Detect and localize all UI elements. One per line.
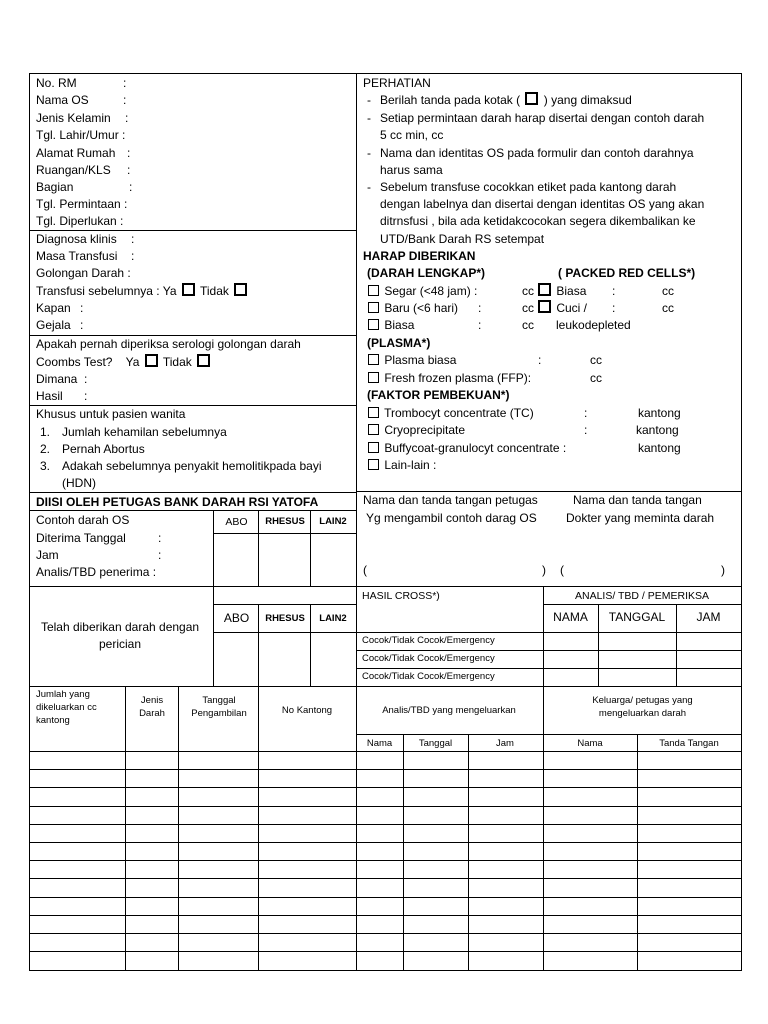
darah-lengkap-title: (DARAH LENGKAP*) <box>367 266 485 280</box>
cross-nama-header: NAMA <box>553 610 588 624</box>
checkbox-transfusi-ya[interactable] <box>182 283 195 296</box>
unit-cc: cc <box>662 301 674 315</box>
unit-cc: cc <box>590 371 602 385</box>
perhatian-item-4d: UTD/Bank Darah RS setempat <box>380 232 545 246</box>
faktor-title: (FAKTOR PEMBEKUAN*) <box>367 388 510 402</box>
label-tgl-lahir: Tgl. Lahir/Umur : <box>36 128 126 142</box>
female-item-number: 2. <box>40 442 51 456</box>
perhatian-item-3b: harus sama <box>380 163 443 177</box>
plasma-title: (PLASMA*) <box>367 336 431 350</box>
label-tgl-permintaan: Tgl. Permintaan : <box>36 197 128 211</box>
female-item-3: Adakah sebelumnya penyakit hemolitikpada bayi <box>62 459 322 473</box>
colon: : <box>84 389 88 403</box>
header-nama: Nama <box>366 738 393 749</box>
harap-title: HARAP DIBERIKAN <box>363 249 476 263</box>
perhatian-item-3: Nama dan identitas OS pada formulir dan contoh darahnya <box>380 146 694 160</box>
colon: : <box>584 406 588 420</box>
grid-line <box>356 650 741 651</box>
header-abo: ABO <box>223 611 250 625</box>
label-no-rm: No. RM <box>36 76 77 90</box>
label-alamat: Alamat Rumah <box>36 146 116 160</box>
checkbox-lain[interactable] <box>368 459 379 470</box>
row-segar: Segar (<48 jam) : <box>366 283 477 300</box>
grid-line <box>29 586 356 587</box>
unit-kantong: kantong <box>638 441 681 455</box>
grid-line <box>29 951 741 952</box>
grid-line <box>356 73 357 686</box>
cross-jam-header: JAM <box>696 610 721 624</box>
cross-title: HASIL CROSS*) <box>362 590 440 602</box>
cross-tanggal-header: TANGGAL <box>608 610 666 624</box>
grid-line <box>29 970 742 971</box>
checkbox-sample-icon <box>525 92 538 105</box>
perhatian-title: PERHATIAN <box>363 76 431 90</box>
grid-line <box>356 734 741 735</box>
grid-line <box>29 897 741 898</box>
bullet: - <box>367 93 371 107</box>
grid-line <box>356 586 741 587</box>
given-title: Telah diberikan darah dengan perician <box>40 620 200 651</box>
grid-line <box>29 492 356 493</box>
sig-left-line2: Yg mengambil contoh darag OS <box>366 511 537 525</box>
colon: : <box>123 93 127 107</box>
sig-right-line2: Dokter yang meminta darah <box>566 511 715 525</box>
serology-question: Apakah pernah diperiksa serologi golongan darah <box>36 337 301 351</box>
cross-row-1: Cocok/Tidak Cocok/Emergency <box>362 635 495 646</box>
header-jam: Jam <box>496 738 514 749</box>
unit-cc: cc <box>590 353 602 367</box>
header-tanggal-pengambilan: Tanggal Pengambilan <box>191 695 247 719</box>
perhatian-item-4c: ditrnsfusi , bila ada ketidakcocokan segera dikembalikan ke <box>380 214 696 228</box>
header-jenis-darah: Jenis Darah <box>139 695 165 719</box>
row-packed-biasa: Biasa <box>536 283 586 300</box>
unit-cc: cc <box>662 284 674 298</box>
coombs-test: Coombs Test? Ya Tidak <box>36 354 212 371</box>
grid-line <box>125 686 126 970</box>
header-abo: ABO <box>225 516 248 528</box>
cross-row-2: Cocok/Tidak Cocok/Emergency <box>362 653 495 664</box>
female-item-1: Jumlah kehamilan sebelumnya <box>62 425 227 439</box>
unit-kantong: kantong <box>638 406 681 420</box>
bank-title: DIISI OLEH PETUGAS BANK DARAH RSI YATOFA <box>36 495 319 509</box>
header-keluarga: Keluarga/ petugas yang mengeluarkan darah <box>592 695 693 719</box>
bullet: - <box>367 180 371 194</box>
label-golongan-darah: Golongan Darah : <box>36 266 131 280</box>
grid-line <box>29 751 741 752</box>
perhatian-item-4b: dengan labelnya dan disertai dengan identitas OS yang akan <box>380 197 705 211</box>
grid-line <box>29 73 742 74</box>
grid-line <box>213 510 214 686</box>
row-tc: Trombocyt concentrate (TC) <box>366 405 534 422</box>
grid-line <box>29 933 741 934</box>
unit-cc: cc <box>522 301 534 315</box>
sig-right-open: ( <box>560 563 564 577</box>
row-baru: Baru (<6 hari) <box>366 300 458 317</box>
perhatian-item-4: Sebelum transfuse cocokkan etiket pada kantong darah <box>380 180 677 194</box>
female-hdn: (HDN) <box>62 476 96 490</box>
grid-line <box>29 787 741 788</box>
grid-line <box>29 878 741 879</box>
colon: : <box>125 111 129 125</box>
female-item-2: Pernah Abortus <box>62 442 145 456</box>
grid-line <box>29 842 741 843</box>
colon: : <box>131 249 135 263</box>
label-dimana: Dimana <box>36 372 78 386</box>
checkbox-ffp[interactable] <box>368 372 379 383</box>
colon: : <box>129 180 133 194</box>
packed-title: ( PACKED RED CELLS*) <box>558 266 696 280</box>
grid-line <box>29 860 741 861</box>
checkbox-coombs-ya[interactable] <box>145 354 158 367</box>
header-jumlah: Jumlah yang dikeluarkan cc kantong <box>36 689 97 726</box>
checkbox-coombs-tidak[interactable] <box>197 354 210 367</box>
sig-left-close: ) <box>542 563 546 577</box>
grid-line <box>29 73 30 970</box>
grid-line <box>213 632 356 633</box>
colon: : <box>478 301 482 315</box>
label-gejala: Gejala <box>36 318 71 332</box>
label-nama-os: Nama OS <box>36 93 89 107</box>
grid-line <box>178 686 179 970</box>
sig-left-open: ( <box>363 563 367 577</box>
label-diterima: Diterima Tanggal <box>36 531 126 545</box>
perhatian-item-1: Berilah tanda pada kotak ( ) yang dimaksud <box>380 93 632 107</box>
checkbox-cryo[interactable] <box>368 424 379 435</box>
colon: : <box>127 163 131 177</box>
header-lain2: LAIN2 <box>319 516 347 527</box>
female-item-number: 1. <box>40 425 51 439</box>
row-plasma-biasa: Plasma biasa <box>366 352 456 369</box>
checkbox-plasma-biasa[interactable] <box>368 354 379 365</box>
checkbox-buffy[interactable] <box>368 442 379 453</box>
colon: : <box>80 318 84 332</box>
label-contoh-darah: Contoh darah OS <box>36 513 130 527</box>
header-nama-keluarga: Nama <box>577 738 603 749</box>
label-masa-transfusi: Masa Transfusi <box>36 249 118 263</box>
bullet: - <box>367 146 371 160</box>
cross-row-3: Cocok/Tidak Cocok/Emergency <box>362 671 495 682</box>
colon: : <box>80 301 84 315</box>
grid-line <box>543 604 741 605</box>
checkbox-biasa[interactable] <box>368 319 379 330</box>
grid-line <box>29 686 741 687</box>
colon: : <box>612 284 616 298</box>
row-ffp: Fresh frozen plasma (FFP): <box>366 370 531 387</box>
female-item-number: 3. <box>40 459 51 473</box>
grid-line <box>213 604 356 605</box>
header-tanda-tangan: Tanda Tangan <box>659 738 719 749</box>
unit-cc: cc <box>522 318 534 332</box>
perhatian-item-2b: 5 cc min, cc <box>380 128 444 142</box>
checkbox-transfusi-tidak[interactable] <box>234 283 247 296</box>
row-lain: Lain-lain : <box>366 457 436 474</box>
row-cryo: Cryoprecipitate <box>366 422 465 439</box>
label-bagian: Bagian <box>36 180 74 194</box>
grid-line <box>29 915 741 916</box>
label-transfusi-sebelumnya: Transfusi sebelumnya : Ya Tidak <box>36 283 249 300</box>
cross-analis-title: ANALIS/ TBD / PEMERIKSA <box>574 590 709 602</box>
checkbox-segar[interactable] <box>368 285 379 296</box>
female-title: Khusus untuk pasien wanita <box>36 407 186 421</box>
grid-line <box>29 769 741 770</box>
checkbox-tc[interactable] <box>368 407 379 418</box>
colon: : <box>127 146 131 160</box>
colon: : <box>131 232 135 246</box>
perhatian-item-2: Setiap permintaan darah harap disertai dengan contoh darah <box>380 111 705 125</box>
row-buffy: Buffycoat-granulocyt concentrate : <box>366 440 566 457</box>
header-analis-keluar: Analis/TBD yang mengeluarkan <box>382 705 516 716</box>
grid-line <box>258 686 259 970</box>
colon: : <box>584 423 588 437</box>
unit-kantong: kantong <box>636 423 679 437</box>
label-ruangan: Ruangan/KLS <box>36 163 111 177</box>
label-jenis-kelamin: Jenis Kelamin <box>36 111 111 125</box>
colon: : <box>158 548 162 562</box>
label-tgl-diperlukan: Tgl. Diperlukan : <box>36 214 124 228</box>
grid-line <box>356 632 741 633</box>
label-hasil: Hasil <box>36 389 63 403</box>
row-cuci: Cuci / <box>536 300 587 317</box>
sig-right-line1: Nama dan tanda tangan <box>573 493 702 507</box>
header-lain2: LAIN2 <box>319 613 347 624</box>
grid-line <box>213 533 356 534</box>
header-rhesus: RHESUS <box>265 613 305 624</box>
grid-line <box>543 686 544 970</box>
grid-line <box>29 806 741 807</box>
header-rhesus: RHESUS <box>265 516 305 527</box>
sig-right-close: ) <box>721 563 725 577</box>
label-analis-penerima: Analis/TBD penerima : <box>36 565 157 579</box>
grid-line <box>29 824 741 825</box>
colon: : <box>478 318 482 332</box>
sig-left-line1: Nama dan tanda tangan petugas <box>363 493 538 507</box>
label-leukodepleted: leukodepleted <box>556 318 631 332</box>
checkbox-baru[interactable] <box>368 302 379 313</box>
grid-line <box>356 686 357 970</box>
colon: : <box>123 76 127 90</box>
label-diagnosa: Diagnosa klinis <box>36 232 117 246</box>
label-kapan: Kapan <box>36 301 71 315</box>
colon: : <box>612 301 616 315</box>
colon: : <box>158 531 162 545</box>
unit-cc: cc <box>522 284 534 298</box>
header-no-kantong: No Kantong <box>281 705 333 716</box>
colon: : <box>538 353 542 367</box>
row-biasa: Biasa <box>366 317 414 334</box>
colon: : <box>84 372 88 386</box>
grid-line <box>356 668 741 669</box>
grid-line <box>741 73 742 970</box>
checkbox-cuci[interactable] <box>538 300 551 313</box>
header-tanggal: Tanggal <box>418 738 453 749</box>
bullet: - <box>367 111 371 125</box>
label-jam: Jam <box>36 548 59 562</box>
checkbox-packed-biasa[interactable] <box>538 283 551 296</box>
